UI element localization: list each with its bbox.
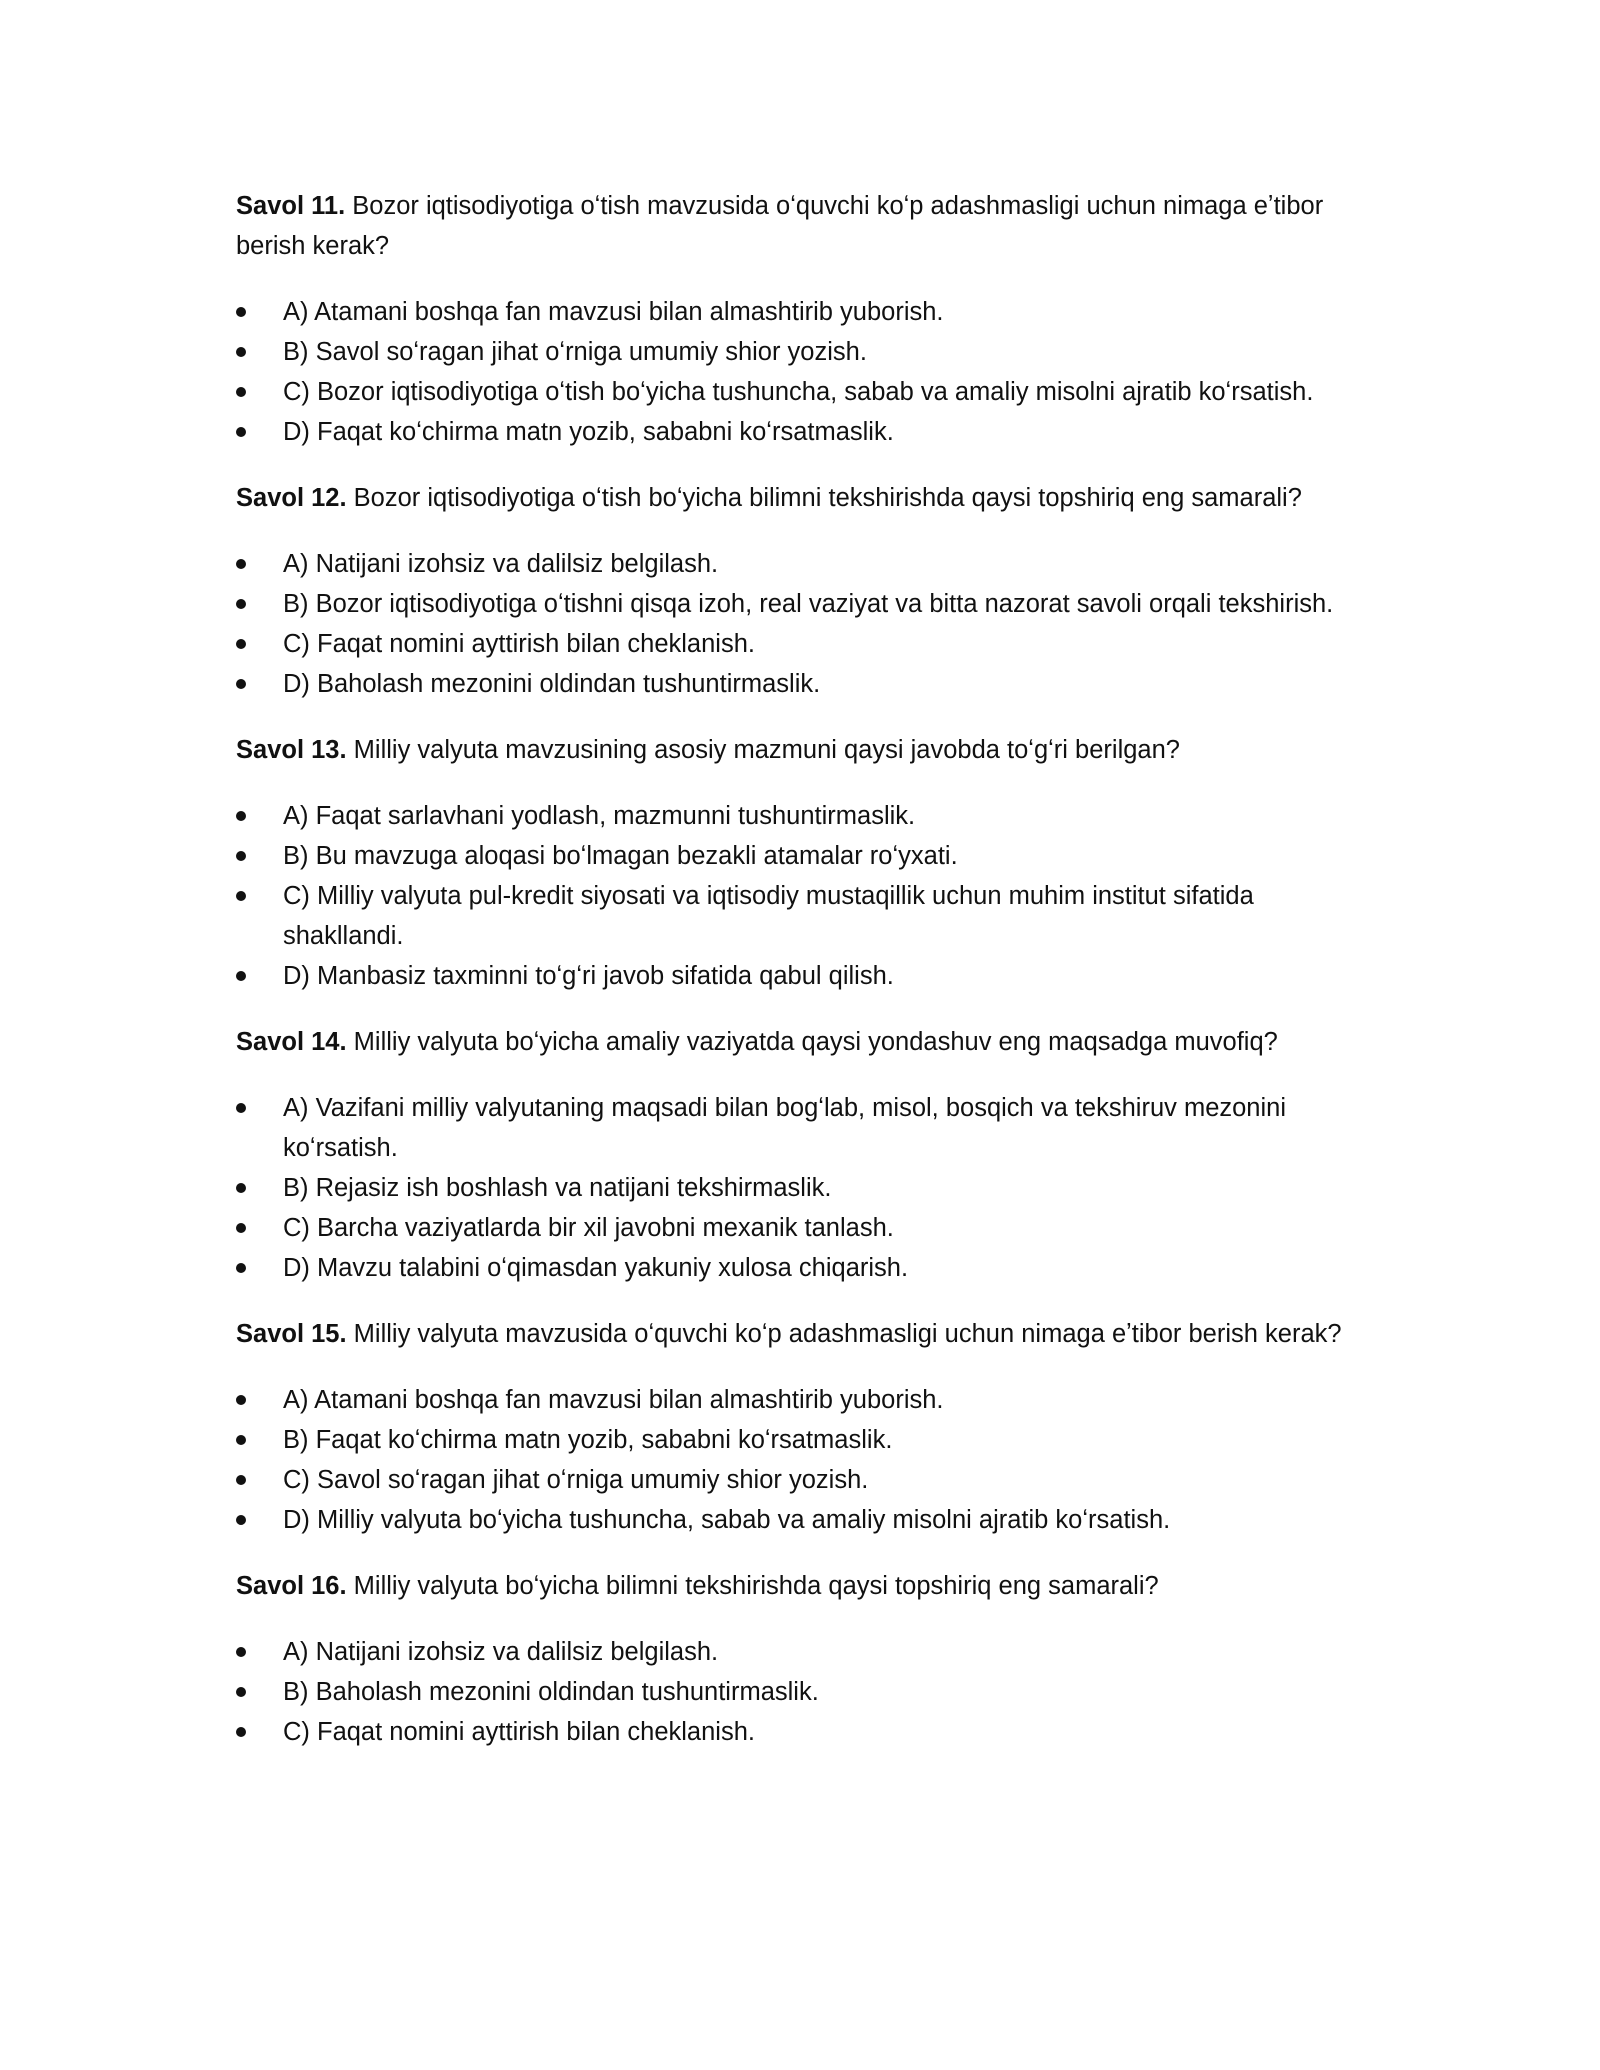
option-c (236, 624, 1370, 664)
option-list (236, 796, 1370, 996)
bullet-icon (236, 1647, 246, 1657)
option-list (236, 1380, 1370, 1540)
question-11 (236, 186, 1370, 452)
question-label: Savol 16. (236, 1572, 347, 1600)
question-12 (236, 478, 1370, 704)
option-a (236, 1088, 1370, 1168)
option-a (236, 1632, 1370, 1672)
option-c (236, 1460, 1370, 1500)
option-c (236, 876, 1370, 956)
option-text: C) Faqat nomini ayttirish bilan cheklanish. (283, 630, 755, 658)
question-body: Milliy valyuta boʻyicha amaliy vaziyatda qaysi yondashuv eng maqsadga muvofiq? (353, 1028, 1278, 1056)
option-text: A) Natijani izohsiz va dalilsiz belgilash. (283, 550, 719, 578)
option-list (236, 1088, 1370, 1288)
option-a (236, 1380, 1370, 1420)
option-b (236, 332, 1370, 372)
question-label: Savol 11. (236, 192, 346, 220)
question-label: Savol 12. (236, 484, 347, 512)
option-text: D) Baholash mezonini oldindan tushuntirmaslik. (283, 670, 821, 698)
bullet-icon (236, 387, 246, 397)
option-b (236, 1672, 1370, 1712)
option-text: B) Rejasiz ish boshlash va natijani tekshirmaslik. (283, 1174, 832, 1202)
bullet-icon (236, 1475, 246, 1485)
option-text: C) Milliy valyuta pul-kredit siyosati va iqtisodiy mustaqillik uchun muhim institut sifatida shakllandi. (283, 882, 1254, 950)
question-label: Savol 13. (236, 736, 347, 764)
option-d (236, 1248, 1370, 1288)
bullet-icon (236, 891, 246, 901)
question-body: Milliy valyuta mavzusining asosiy mazmuni qaysi javobda toʻgʻri berilgan? (353, 736, 1180, 764)
option-b (236, 584, 1370, 624)
option-text: A) Atamani boshqa fan mavzusi bilan almashtirib yuborish. (283, 298, 944, 326)
bullet-icon (236, 1395, 246, 1405)
option-text: D) Milliy valyuta boʻyicha tushuncha, sabab va amaliy misolni ajratib koʻrsatish. (283, 1506, 1171, 1534)
question-text (236, 1314, 1370, 1354)
option-text: A) Natijani izohsiz va dalilsiz belgilash. (283, 1638, 719, 1666)
question-body: Bozor iqtisodiyotiga oʻtish mavzusida oʻquvchi koʻp adashmasligi uchun nimaga eʼtibor berish kerak? (236, 192, 1324, 260)
question-16 (236, 1566, 1370, 1752)
bullet-icon (236, 307, 246, 317)
option-text: A) Faqat sarlavhani yodlash, mazmunni tushuntirmaslik. (283, 802, 916, 830)
question-body: Milliy valyuta boʻyicha bilimni tekshirishda qaysi topshiriq eng samarali? (353, 1572, 1159, 1600)
option-list (236, 292, 1370, 452)
option-text: D) Faqat koʻchirma matn yozib, sababni koʻrsatmaslik. (283, 418, 894, 446)
option-text: C) Faqat nomini ayttirish bilan cheklanish. (283, 1718, 755, 1746)
question-body: Bozor iqtisodiyotiga oʻtish boʻyicha bilimni tekshirishda qaysi topshiriq eng samarali? (353, 484, 1302, 512)
option-text: D) Mavzu talabini oʻqimasdan yakuniy xulosa chiqarish. (283, 1254, 909, 1282)
option-text: C) Barcha vaziyatlarda bir xil javobni mexanik tanlash. (283, 1214, 894, 1242)
bullet-icon (236, 1263, 246, 1273)
option-text: B) Bu mavzuga aloqasi boʻlmagan bezakli atamalar roʻyxati. (283, 842, 958, 870)
bullet-icon (236, 639, 246, 649)
bullet-icon (236, 559, 246, 569)
question-text (236, 730, 1370, 770)
option-list (236, 1632, 1370, 1752)
option-text: A) Atamani boshqa fan mavzusi bilan almashtirib yuborish. (283, 1386, 944, 1414)
bullet-icon (236, 1687, 246, 1697)
bullet-icon (236, 427, 246, 437)
option-b (236, 1168, 1370, 1208)
option-text: C) Savol soʻragan jihat oʻrniga umumiy shior yozish. (283, 1466, 869, 1494)
bullet-icon (236, 1183, 246, 1193)
bullet-icon (236, 347, 246, 357)
option-text: B) Baholash mezonini oldindan tushuntirmaslik. (283, 1678, 819, 1706)
question-15 (236, 1314, 1370, 1540)
bullet-icon (236, 1103, 246, 1113)
bullet-icon (236, 679, 246, 689)
option-text: B) Bozor iqtisodiyotiga oʻtishni qisqa izoh, real vaziyat va bitta nazorat savoli orqali tekshirish. (283, 590, 1334, 618)
option-a (236, 796, 1370, 836)
option-b (236, 1420, 1370, 1460)
option-c (236, 372, 1370, 412)
bullet-icon (236, 1223, 246, 1233)
question-text (236, 1022, 1370, 1062)
option-text: A) Vazifani milliy valyutaning maqsadi bilan bogʻlab, misol, bosqich va tekshiruv mezonini koʻrsatish. (283, 1094, 1287, 1162)
option-d (236, 956, 1370, 996)
option-list (236, 544, 1370, 704)
question-text (236, 1566, 1370, 1606)
option-d (236, 664, 1370, 704)
question-label: Savol 14. (236, 1028, 347, 1056)
bullet-icon (236, 851, 246, 861)
option-d (236, 1500, 1370, 1540)
question-label: Savol 15. (236, 1320, 347, 1348)
bullet-icon (236, 811, 246, 821)
option-text: B) Faqat koʻchirma matn yozib, sababni koʻrsatmaslik. (283, 1426, 893, 1454)
option-text: D) Manbasiz taxminni toʻgʻri javob sifatida qabul qilish. (283, 962, 894, 990)
question-14 (236, 1022, 1370, 1288)
option-b (236, 836, 1370, 876)
option-text: C) Bozor iqtisodiyotiga oʻtish boʻyicha tushuncha, sabab va amaliy misolni ajratib koʻrsatish. (283, 378, 1314, 406)
bullet-icon (236, 1727, 246, 1737)
option-c (236, 1712, 1370, 1752)
option-c (236, 1208, 1370, 1248)
option-a (236, 544, 1370, 584)
option-a (236, 292, 1370, 332)
question-13 (236, 730, 1370, 996)
bullet-icon (236, 1435, 246, 1445)
option-text: B) Savol soʻragan jihat oʻrniga umumiy shior yozish. (283, 338, 867, 366)
bullet-icon (236, 971, 246, 981)
question-text (236, 478, 1370, 518)
question-body: Milliy valyuta mavzusida oʻquvchi koʻp adashmasligi uchun nimaga eʼtibor berish kerak? (353, 1320, 1342, 1348)
bullet-icon (236, 599, 246, 609)
question-text (236, 186, 1370, 266)
bullet-icon (236, 1515, 246, 1525)
option-d (236, 412, 1370, 452)
